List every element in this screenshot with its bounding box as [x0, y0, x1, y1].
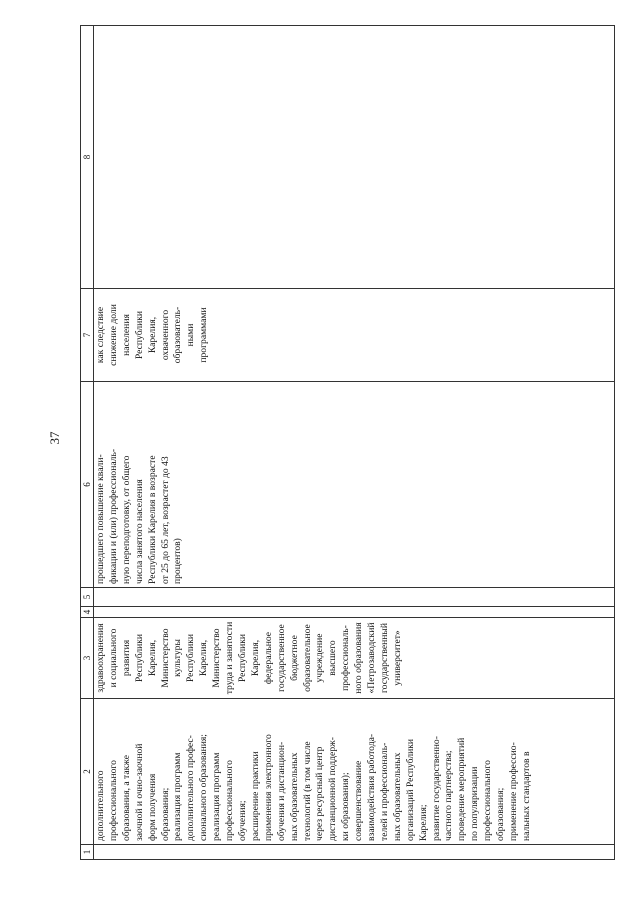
cell-col-5 — [94, 588, 615, 607]
cell-text-line: Министерство — [211, 628, 223, 688]
cell-text-line: образования; — [495, 787, 507, 841]
header-col-5: 5 — [81, 588, 94, 607]
cell-text-line: образовательное — [301, 624, 313, 692]
cell-text-line: «Петрозаводский — [366, 622, 378, 694]
cell-text-line: обучения и дистанцион- — [275, 741, 287, 841]
cell-text-line: Министерство — [159, 628, 171, 688]
cell-text-line: от 25 до 65 лет, возрастет до 43 — [159, 456, 171, 584]
cell-text-line: применение профессио- — [508, 742, 519, 841]
cell-text-line: проведение мероприятий — [456, 737, 468, 841]
cell-text-line: расширение практики — [249, 751, 261, 841]
cell-text-line: дистанционной поддерж- — [327, 737, 339, 841]
cell-text-line: государственное — [275, 624, 287, 692]
cell-text-line: Карелия, — [198, 639, 210, 677]
cell-text-line: ную переподготовку, от общего — [120, 455, 132, 584]
cell-text-line: образования; — [159, 787, 171, 841]
cell-text-line: развития — [120, 639, 132, 677]
cell-text-line: снижение доли — [107, 304, 119, 366]
cell-text-line: технологий (в том числе — [301, 741, 313, 841]
header-row — [81, 26, 94, 860]
cell-text-line: охваченного — [159, 309, 171, 361]
cell-text-line: нальных стандартов в — [520, 751, 532, 841]
cell-col-3 — [94, 618, 615, 699]
cell-text-line: высшего — [327, 640, 339, 676]
cell-text-line: дополнительного профес- — [185, 735, 197, 841]
cell-text-line: образователь- — [172, 306, 184, 364]
cell-text-line: ных образовательных — [391, 752, 403, 841]
cell-text-line: Карелия, — [146, 316, 158, 354]
cell-col-8 — [94, 26, 615, 289]
page-number: 37 — [47, 431, 62, 445]
cell-text-line: Карелия, — [249, 639, 261, 677]
cell-text-line: дополнительного — [95, 770, 106, 841]
cell-col-2 — [94, 699, 615, 845]
cell-col-7 — [94, 289, 615, 382]
header-col-6: 6 — [81, 382, 94, 588]
header-col-4: 4 — [81, 607, 94, 618]
cell-text-line: профессиональ- — [340, 625, 352, 691]
table-row — [94, 26, 615, 860]
header-col-8: 8 — [81, 26, 94, 289]
cell-text-line: развитие государственно- — [430, 736, 442, 841]
cell-col-6 — [94, 382, 615, 588]
cell-text-line: числа занятого населения — [133, 479, 145, 584]
cell-text-line: бюджетное — [288, 635, 300, 681]
cell-text-line: телей и профессиональ- — [378, 742, 390, 841]
cell-text-line: форм получения — [146, 773, 158, 841]
cell-text-line: труда и занятости — [224, 621, 236, 695]
cell-text-line: Республики — [185, 633, 197, 683]
cell-text-line: обучения; — [236, 800, 248, 841]
cell-text-line: организаций Республики — [404, 738, 416, 841]
cell-text-line: профессионального — [482, 760, 494, 841]
cell-text-line: профессионального — [224, 760, 236, 841]
cell-text-line: совершенствование — [353, 760, 365, 841]
cell-text-line: ного образования — [353, 622, 365, 694]
program-table — [80, 25, 615, 860]
cell-text-line: через ресурсный центр — [314, 746, 326, 841]
cell-text-line: и социального — [107, 628, 119, 688]
cell-text-line: профессионального — [107, 760, 119, 841]
cell-text-line: Республики — [236, 633, 248, 683]
cell-text-line: реализация программ — [172, 752, 184, 841]
cell-text-line: образования, а также — [120, 754, 132, 841]
cell-text-line: Карелия; — [417, 804, 429, 841]
cell-text-line: государственный — [378, 622, 390, 694]
cell-text-line: здравоохранения — [95, 623, 106, 693]
cell-text-line: по популяризации — [469, 766, 481, 841]
cell-text-line: частного партнерства; — [443, 750, 455, 841]
header-col-7: 7 — [81, 289, 94, 382]
cell-text-line: применения электронного — [262, 734, 274, 841]
cell-text-line: университет» — [391, 630, 403, 686]
cell-text-line: ными — [185, 323, 197, 347]
cell-text-line: ки образования); — [340, 772, 352, 841]
cell-text-line: Республики — [133, 310, 145, 360]
cell-text-line: ных образовательных — [288, 752, 300, 841]
cell-text-line: Республики Карелия в возрасте — [146, 455, 158, 584]
cell-text-line: Карелия, — [146, 639, 158, 677]
header-col-2: 2 — [81, 699, 94, 845]
cell-text-line: федеральное — [262, 631, 274, 685]
cell-text-line: заочной и очно-заочной — [133, 743, 145, 841]
cell-text-line: фикации и (или) профессиональ- — [107, 448, 119, 584]
header-col-1: 1 — [81, 845, 94, 860]
cell-col-1 — [94, 845, 615, 860]
cell-text-line: культуры — [172, 639, 184, 677]
cell-text-line: процентов) — [172, 538, 184, 584]
header-col-3: 3 — [81, 618, 94, 699]
cell-text-line: населения — [120, 314, 132, 356]
cell-text-line: учреждение — [314, 633, 326, 683]
cell-text-line: реализация программ — [211, 752, 223, 841]
rotated-table-wrapper — [80, 25, 615, 860]
cell-text-line: сионального образования; — [198, 734, 210, 841]
cell-col-4 — [94, 607, 615, 618]
cell-text-line: как следствие — [95, 306, 106, 364]
cell-text-line: взаимодействия работода- — [366, 733, 378, 841]
cell-text-line: программами — [198, 307, 210, 363]
cell-text-line: Республики — [133, 633, 145, 683]
cell-text-line: прошедшего повышение квали- — [95, 454, 106, 584]
